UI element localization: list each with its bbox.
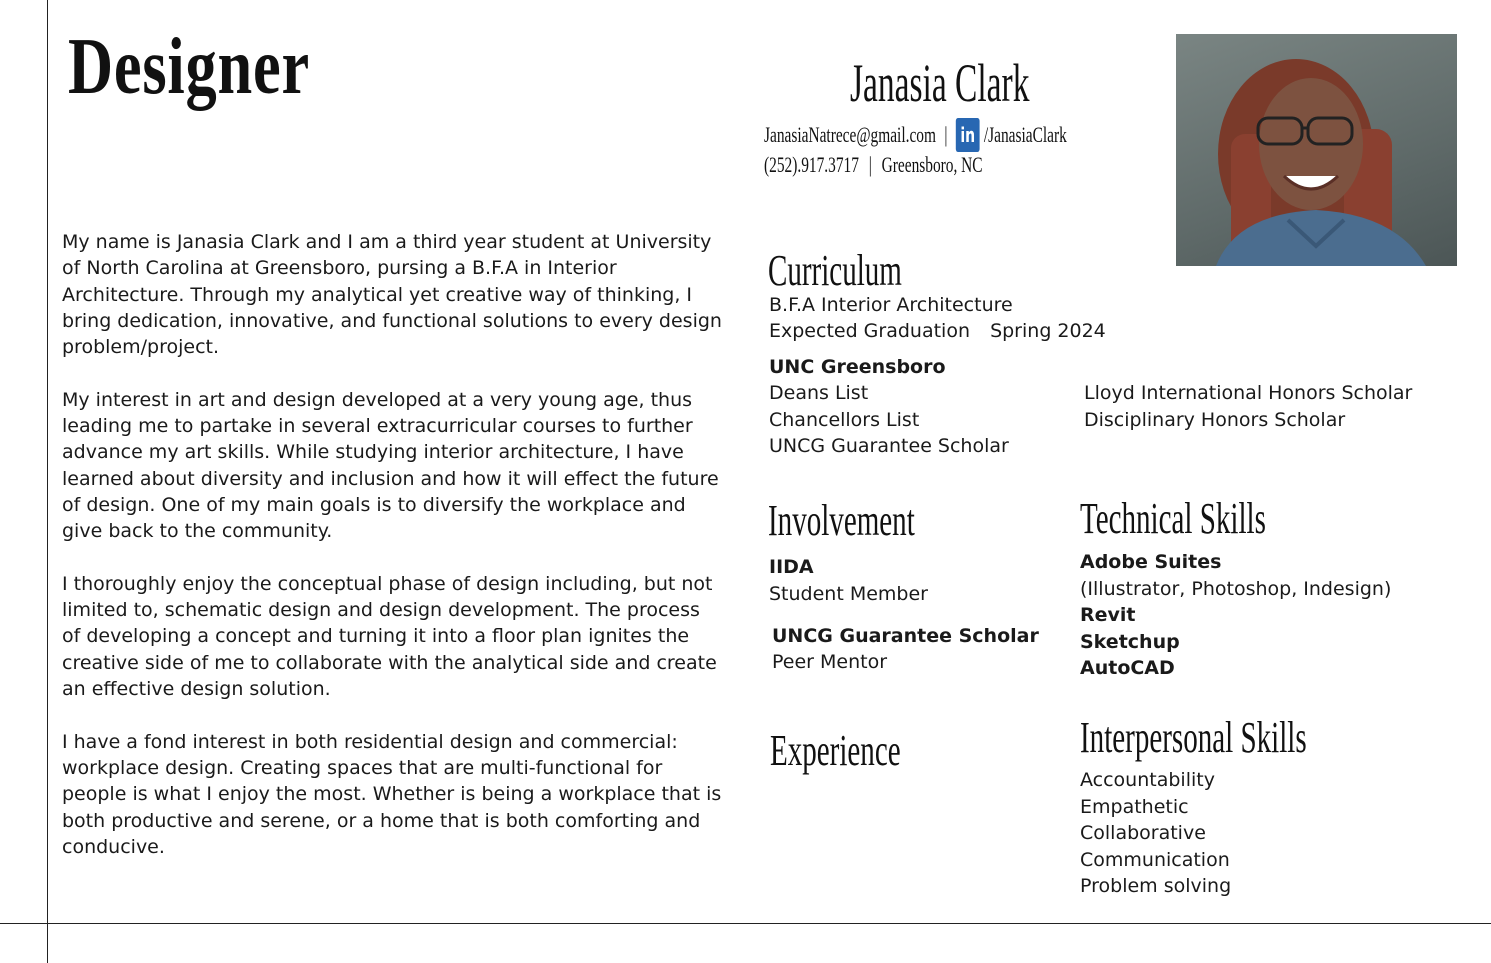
- contact-line-1: [764, 118, 1067, 152]
- degree: B.F.A Interior Architecture: [769, 294, 1013, 316]
- honor-item: Disciplinary Honors Scholar: [1084, 408, 1346, 431]
- skill-item: Revit: [1080, 604, 1136, 626]
- contact-line-2: [764, 152, 983, 178]
- honor-item: UNCG Guarantee Scholar: [769, 435, 1009, 457]
- bio-paragraph: My interest in art and design developed at a very young age, thus leading me to partake in several extracurricular courses to further advance my art skills. While studying interior architecture, I have learned about diversity and inclusion and how it will effect the future of design. One of my main goals is to diversify the workplace and give back to the community.: [62, 388, 719, 543]
- email-link[interactable]: JanasiaNatrece@gmail.com: [764, 122, 936, 147]
- skill-detail: (Illustrator, Photoshop, Indesign): [1080, 577, 1392, 600]
- honors-list-right: [1084, 380, 1412, 433]
- margin-rule-vertical: [47, 0, 48, 963]
- location: Greensboro, NC: [881, 152, 983, 177]
- involvement-org: UNCG Guarantee Scholar: [772, 625, 1039, 647]
- involvement-role: Peer Mentor: [772, 651, 888, 673]
- skill-item: Adobe Suites: [1080, 551, 1222, 573]
- skill-item: Sketchup: [1080, 630, 1180, 653]
- profile-photo: [1176, 34, 1457, 266]
- skill-item: Problem solving: [1080, 875, 1232, 897]
- bio-paragraph: I have a fond interest in both residential design and commercial: workplace design. Creating spaces that are multi-functional for people is what I enjoy the most. Whether is being a workplace that is both productive and serene, or a home that is both comforting and conducive.: [62, 730, 722, 858]
- involvement-role: Student Member: [769, 583, 928, 605]
- skill-item: AutoCAD: [1080, 657, 1175, 679]
- person-name: Janasia Clark: [850, 53, 1030, 113]
- skill-item: Empathetic: [1080, 795, 1189, 818]
- honor-item: Deans List: [769, 382, 869, 404]
- graduation-value: Spring 2024: [990, 320, 1106, 342]
- technical-skills-list: [1080, 549, 1391, 682]
- skill-item: Collaborative: [1080, 822, 1206, 844]
- linkedin-icon[interactable]: in: [956, 118, 980, 152]
- bio-paragraph: I thoroughly enjoy the conceptual phase of design including, but not limited to, schematic design and design development. The process of developing a concept and turning it into a floor plan ignites the creative side of me to collaborate with the analytical side and create an effective design solution.: [62, 572, 717, 701]
- portrait-illustration: [1176, 34, 1457, 266]
- section-heading-involvement: Involvement: [768, 496, 915, 545]
- linkedin-handle[interactable]: /JanasiaClark: [983, 122, 1067, 147]
- section-heading-interpersonal-skills: Interpersonal Skills: [1080, 713, 1307, 762]
- honors-list-left: [769, 380, 1009, 460]
- bio-paragraph: My name is Janasia Clark and I am a third year student at University of North Carolina at Greensboro, pursing a B.F.A in Interior Architecture. Through my analytical yet creative way of thinking, I bring dedication, innovative, and functional solutions to every design problem/project.: [62, 231, 722, 359]
- phone-number: (252).917.3717: [764, 152, 859, 177]
- page-title: Designer: [68, 23, 310, 111]
- separator: |: [868, 152, 872, 177]
- bio: [62, 229, 722, 886]
- honor-item: Lloyd International Honors Scholar: [1084, 382, 1413, 404]
- involvement-org: IIDA: [769, 556, 814, 578]
- graduation-line: [769, 318, 1106, 345]
- skill-item: Communication: [1080, 848, 1230, 871]
- graduation-label: Expected Graduation: [769, 320, 971, 342]
- skill-item: Accountability: [1080, 769, 1215, 791]
- section-heading-technical-skills: Technical Skills: [1080, 494, 1266, 543]
- honor-item: Chancellors List: [769, 408, 920, 431]
- interpersonal-skills-list: [1080, 767, 1231, 900]
- school-name: UNC Greensboro: [769, 356, 946, 378]
- section-heading-curriculum: Curriculum: [768, 246, 902, 295]
- section-heading-experience: Experience: [770, 726, 901, 775]
- separator: |: [944, 122, 948, 147]
- margin-rule-horizontal: [0, 923, 1491, 924]
